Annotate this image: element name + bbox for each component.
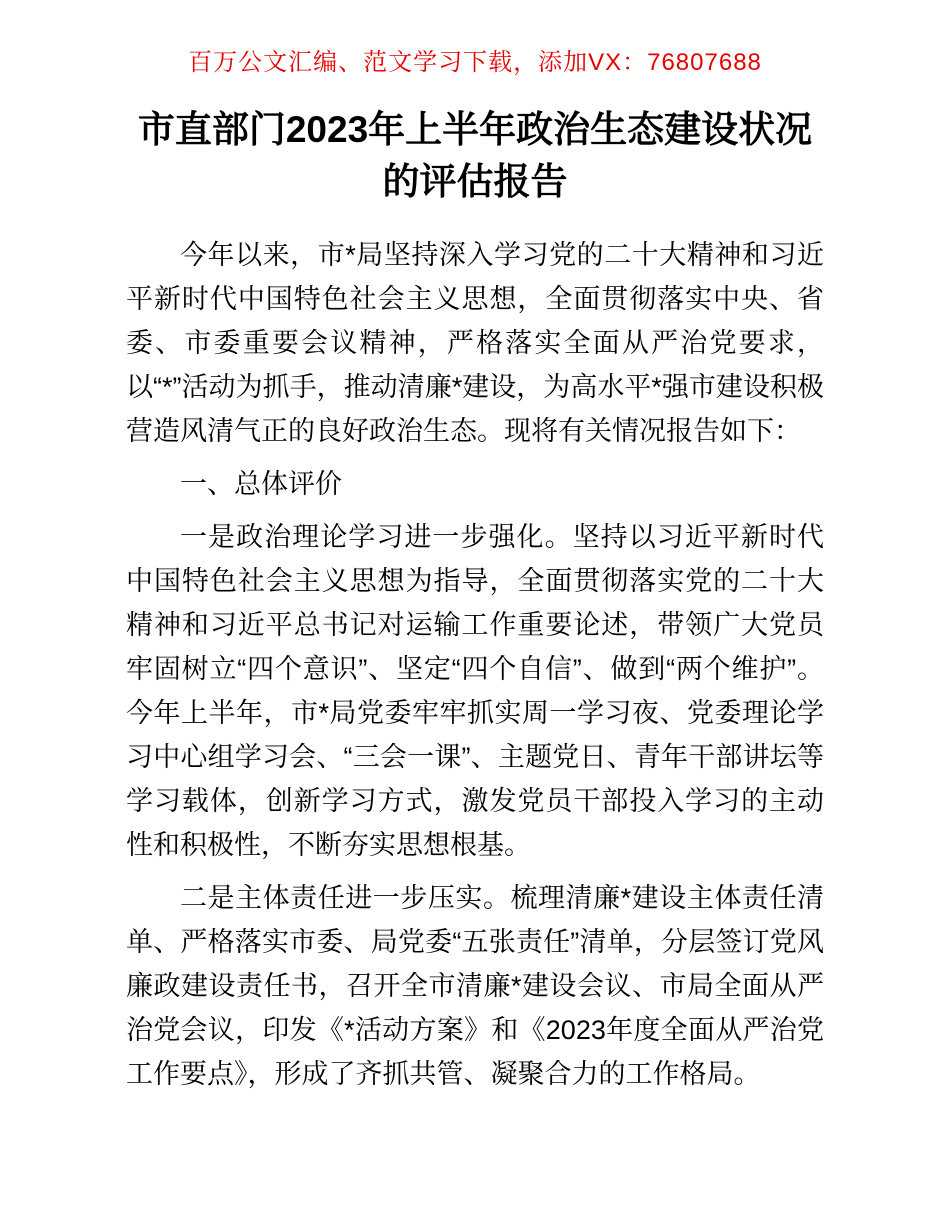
watermark-promo-text: 百万公文汇编、范文学习下载，添加VX：76807688 bbox=[188, 49, 762, 76]
document-body bbox=[0, 233, 950, 1096]
body-paragraph: 二是主体责任进一步压实。梳理清廉*建设主体责任清单、严格落实市委、局党委“五张责任”清单，分层签订党风廉政建设责任书，召开全市清廉*建设会议、市局全面从严治党会议，印发《*活动方案》和《2023年度全面从严治党工作要点》，形成了齐抓共管、凝聚合力的工作格局。 bbox=[126, 882, 824, 1089]
section-heading: 一、总体评价 bbox=[180, 468, 342, 499]
body-paragraph: 一是政治理论学习进一步强化。坚持以习近平新时代中国特色社会主义思想为指导，全面贯彻落实党的二十大精神和习近平总书记对运输工作重要论述，带领广大党员牢固树立“四个意识”、坚定“四个自信”、做到“两个维护”。今年上半年，市*局党委牢牢抓实周一学习夜、党委理论学习中心组学习会、“三会一课”、主题党日、青年干部讲坛等学习载体，创新学习方式，激发党员干部投入学习的主动性和积极性，不断夯实思想根基。 bbox=[126, 521, 824, 860]
page-title: 市直部门2023年上半年政治生态建设状况的评估报告 bbox=[137, 109, 813, 202]
body-paragraph: 今年以来，市*局坚持深入学习党的二十大精神和习近平新时代中国特色社会主义思想，全面贯彻落实中央、省委、市委重要会议精神，严格落实全面从严治党要求，以“*”活动为抓手，推动清廉*建设，为高水平*强市建设积极营造风清气正的良好政治生态。现将有关情况报告如下： bbox=[126, 239, 824, 446]
